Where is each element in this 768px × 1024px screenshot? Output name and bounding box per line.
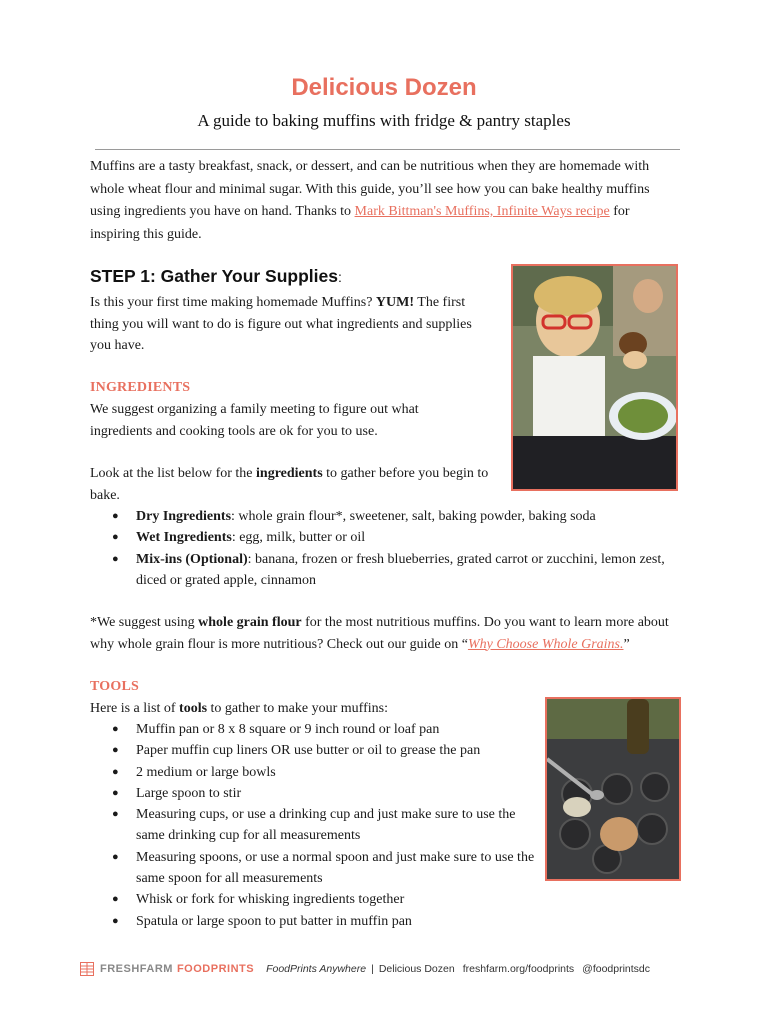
step1-text-end: The first thing you will want to do is figure out what ingredients and supplies you have. <box>90 295 472 353</box>
step1-heading-colon: : <box>337 269 342 285</box>
brand-foodprints: FOODPRINTS <box>176 963 255 975</box>
ingredients-list <box>90 506 670 591</box>
step1-heading <box>90 266 342 287</box>
step1-heading-text: STEP 1: Gather Your Supplies <box>90 266 338 286</box>
ingredients-emphasis: ingredients <box>256 466 323 481</box>
child-eating-muffin-photo <box>511 264 678 491</box>
whole-grain-emphasis: whole grain flour <box>198 615 302 630</box>
ingredients-intro: We suggest organizing a family meeting to figure out what ingredients and cooking tools are ok for you to use. <box>90 402 419 439</box>
footer-separator: | <box>371 963 374 975</box>
intro-text: Muffins are a tasty breakfast, snack, or dessert, and can be nutritious when they are homemade with whole wheat flour and minimal sugar. With this guide, you’ll see how you can bake healthy muffins using ingredients you have on hand. Thanks to <box>90 159 650 219</box>
page-footer <box>80 960 650 978</box>
step1-text: Is this your first time making homemade Muffins? <box>90 295 376 310</box>
list-item <box>90 506 670 527</box>
list-item: ● Measuring spoons, or use a normal spoon and just make sure to use the same spoon for all measurements <box>90 847 540 890</box>
ingredients-instructions-text: Look at the list below for the <box>90 466 257 481</box>
list-item: ● Paper muffin cup liners OR use butter or oil to grease the pan <box>90 740 540 761</box>
muffin-pan-illustration <box>547 699 679 879</box>
title-divider <box>95 149 680 150</box>
list-item: ● Measuring cups, or use a drinking cup and just make sure to use the same drinking cup for all measurements <box>90 804 540 847</box>
ingredient-values: : banana, frozen or fresh blueberries, grated carrot or zucchini, lemon zest, diced or grated apple, cinnamon <box>136 551 665 588</box>
document-title: Delicious Dozen <box>291 74 477 101</box>
muffin-pan-batter-photo <box>545 697 681 881</box>
freshfarm-logo-icon <box>80 962 94 976</box>
list-item: ● Muffin pan or 8 x 8 square or 9 inch round or loaf pan <box>90 719 540 740</box>
program-name: FoodPrints Anywhere <box>266 963 367 975</box>
tools-intro-end: to gather to make your muffins: <box>207 701 388 716</box>
whole-grain-note <box>90 612 670 655</box>
note-text-end: ” <box>623 636 630 652</box>
ingredient-values: : egg, milk, butter or oil <box>231 530 366 546</box>
tools-emphasis: tools <box>179 701 208 716</box>
tools-list <box>90 719 540 932</box>
yum-emphasis: YUM! <box>375 295 415 310</box>
tools-intro-text: Here is a list of <box>90 701 180 716</box>
list-item <box>90 527 670 548</box>
child-eating-muffin-illustration <box>513 266 676 489</box>
tools-intro <box>90 698 530 720</box>
document-subtitle: A guide to baking muffins with fridge & pantry staples <box>197 111 571 130</box>
tools-heading: TOOLS <box>90 679 139 694</box>
ingredient-category: Wet Ingredients <box>136 530 232 546</box>
ingredients-instructions-end: to gather before you begin to bake. <box>90 466 489 503</box>
note-text-mid: for the most nutritious muffins. Do you want to learn more about why whole grain flour is more nutritious? Check out our guide on “ <box>90 615 669 652</box>
note-text: *We suggest using <box>90 615 199 630</box>
footer-url[interactable]: freshfarm.org/foodprints <box>462 963 575 975</box>
list-item: ● Large spoon to stir <box>90 783 540 804</box>
intro-text-end: for inspiring this guide. <box>90 204 630 242</box>
bittman-recipe-link[interactable]: Mark Bittman's Muffins, Infinite Ways recipe <box>354 204 610 219</box>
ingredients-instructions <box>90 463 495 506</box>
ingredient-category: Mix-ins (Optional) <box>136 551 248 567</box>
ingredient-category: Dry Ingredients <box>136 509 232 524</box>
whole-grains-guide-link[interactable]: Why Choose Whole Grains. <box>467 636 624 652</box>
footer-social-handle[interactable]: @foodprintsdc <box>582 963 651 975</box>
intro-paragraph <box>90 156 670 246</box>
brand-freshfarm: FRESHFARM <box>100 963 173 975</box>
list-item: ● Spatula or large spoon to put batter in muffin pan <box>90 911 540 932</box>
list-item: ● 2 medium or large bowls <box>90 762 540 783</box>
ingredient-values: : whole grain flour*, sweetener, salt, baking powder, baking soda <box>231 509 596 524</box>
list-item: ● Whisk or fork for whisking ingredients together <box>90 889 540 910</box>
footer-doc-name: Delicious Dozen <box>378 963 455 975</box>
step1-paragraph <box>90 292 495 357</box>
ingredients-heading: INGREDIENTS <box>90 380 191 395</box>
list-item <box>90 549 670 592</box>
